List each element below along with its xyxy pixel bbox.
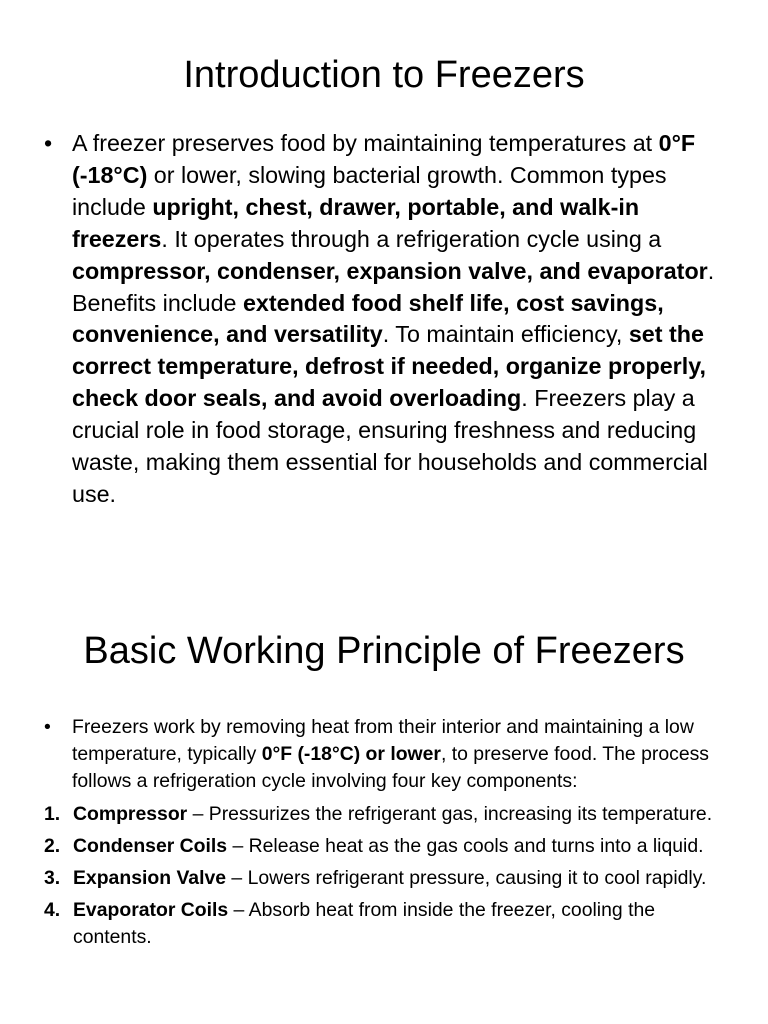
numbered-list	[44, 801, 724, 956]
slide-title: Introduction to Freezers	[183, 54, 585, 96]
bullet-paragraph	[72, 128, 724, 511]
slide-working-principle	[0, 560, 768, 1024]
list-number: 3.	[44, 867, 61, 889]
list-number: 4.	[44, 899, 61, 921]
component-term: Compressor	[73, 803, 188, 825]
bullet-item	[44, 714, 724, 795]
component-description: – Pressurizes the refrigerant gas, increasing its temperature.	[187, 803, 713, 825]
list-item-text	[73, 801, 724, 828]
list-number: 2.	[44, 835, 61, 857]
bullet-icon: •	[44, 130, 53, 156]
component-term: Condenser Coils	[73, 835, 228, 857]
component-description: – Absorb heat from inside the freezer, cooling the contents.	[73, 899, 656, 948]
text-run: Freezers work by removing heat from their interior and maintaining a low temperature, typically	[72, 716, 694, 765]
text-run: . Benefits include	[72, 257, 715, 316]
text-run: . Freezers play a crucial role in food storage, ensuring freshness and reducing waste, making them essential for households and commercial use.	[72, 385, 708, 507]
text-run: . It operates through a refrigeration cycle using a	[161, 225, 662, 252]
list-item	[44, 833, 724, 860]
component-description: – Release heat as the gas cools and turns into a liquid.	[227, 835, 704, 857]
bullet-list	[44, 128, 724, 511]
slide-title: Basic Working Principle of Freezers	[83, 630, 685, 672]
text-run-bold: upright, chest, drawer, portable, and walk-in freezers	[72, 193, 640, 252]
text-run: . To maintain efficiency,	[382, 321, 629, 348]
text-run: , to preserve food. The process follows a refrigeration cycle involving four key components:	[72, 743, 709, 792]
list-item	[44, 865, 724, 892]
text-run: A freezer preserves food by maintaining temperatures at	[72, 130, 659, 156]
bullet-list	[44, 714, 724, 795]
text-run-bold: 0°F (-18°C)	[72, 130, 696, 188]
bullet-icon: •	[44, 716, 51, 738]
text-run: or lower, slowing bacterial growth. Common types include	[72, 161, 667, 220]
bullet-paragraph	[72, 714, 724, 795]
text-run-bold: set the correct temperature, defrost if needed, organize properly, check door seals, and avoid overloading	[72, 321, 706, 412]
list-number: 1.	[44, 803, 61, 825]
list-item	[44, 897, 724, 951]
list-item-text	[73, 833, 724, 860]
list-item-text	[73, 865, 724, 892]
text-run-bold: extended food shelf life, cost savings, convenience, and versatility	[72, 289, 664, 348]
text-run-bold: 0°F (-18°C) or lower	[261, 743, 441, 765]
list-item	[44, 801, 724, 828]
bullet-item	[44, 128, 724, 511]
list-item-text	[73, 897, 724, 951]
component-description: – Lowers refrigerant pressure, causing it to cool rapidly.	[226, 867, 707, 889]
component-term: Evaporator Coils	[73, 899, 229, 921]
text-run-bold: compressor, condenser, expansion valve, and evaporator	[72, 257, 708, 284]
component-term: Expansion Valve	[73, 867, 227, 889]
